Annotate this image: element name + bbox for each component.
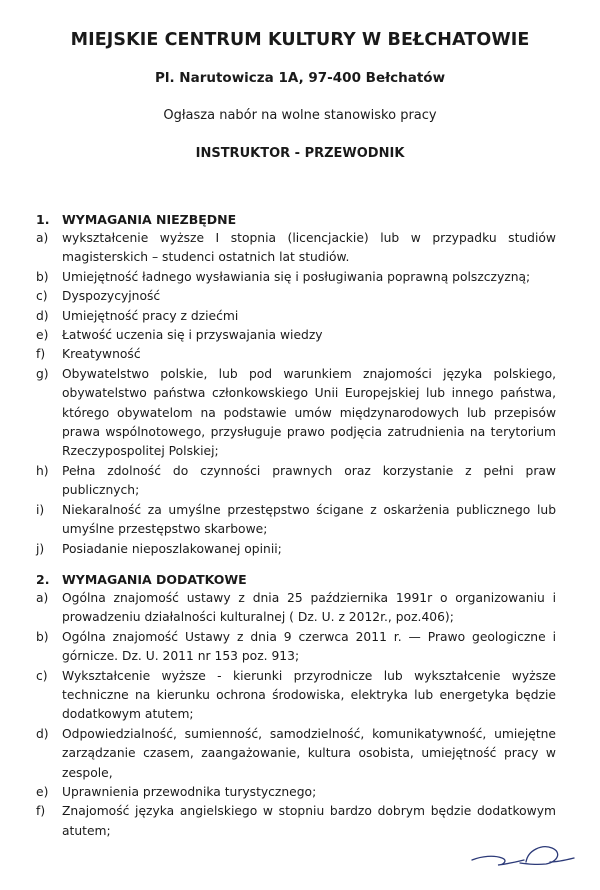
section-required (36, 210, 556, 559)
list-item (36, 802, 556, 841)
section-number: 1. (36, 212, 50, 227)
item-text: Łatwość uczenia się i przyswajania wiedzy (62, 328, 323, 343)
item-text: Umiejętność pracy z dziećmi (62, 308, 239, 323)
item-label: e) (36, 785, 49, 800)
item-label: i) (36, 502, 45, 517)
announcement-line: Ogłasza nabór na wolne stanowisko pracy (163, 108, 437, 123)
institution-title: MIEJSKIE CENTRUM KULTURY W BEŁCHATOWIE (70, 30, 530, 50)
item-label: h) (36, 463, 49, 478)
section-title: WYMAGANIA DODATKOWE (62, 572, 247, 587)
item-text: Odpowiedzialność, sumienność, samodzielność, komunikatywność, umiejętne zarządzanie czasem, zaangażowanie, kultura osobista, umiejętność pracy w zespole, (62, 726, 556, 780)
item-text: wykształcenie wyższe I stopnia (licencjackie) lub w przypadku studiów magisterskich – studenci ostatnich lat studiów. (62, 231, 556, 265)
section-additional (36, 570, 556, 841)
section-number: 2. (36, 572, 50, 587)
item-label: c) (36, 668, 48, 683)
item-text: Niekaralność za umyślne przestępstwo ścigane z oskarżenia publicznego lub umyślne przestępstwo skarbowe; (62, 502, 556, 537)
list-item (36, 229, 556, 268)
item-label: b) (36, 269, 49, 284)
signature-scribble (468, 838, 578, 872)
item-label: d) (36, 308, 49, 323)
item-label: c) (36, 289, 48, 304)
item-text: Znajomość języka angielskiego w stopniu bardzo dobrym będzie dodatkowym atutem; (62, 804, 556, 838)
list-item (36, 725, 556, 783)
list-item (36, 287, 556, 306)
item-label: f) (36, 804, 46, 819)
section-title: WYMAGANIA NIEZBĘDNE (62, 212, 237, 227)
item-text: Umiejętność ładnego wysławiania się i posługiwania poprawną polszczyzną; (62, 269, 531, 284)
list-item (36, 326, 556, 345)
item-text: Uprawnienia przewodnika turystycznego; (62, 785, 317, 800)
list-item (36, 345, 556, 364)
list-item (36, 783, 556, 802)
item-text: Posiadanie nieposzlakowanej opinii; (62, 541, 282, 556)
item-text: Obywatelstwo polskie, lub pod warunkiem znajomości języka polskiego, obywatelstwo państwa członkowskiego Unii Europejskiej lub innego państwa, którego obywatelom na podstawie umów międzynarodowych lub przepisów prawa wspólnotowego, przysługuje prawo podjęcia zatrudnienia na terytorium Rzeczypospolitej Polskiej; (62, 366, 556, 459)
item-label: d) (36, 726, 49, 741)
item-label: a) (36, 231, 49, 245)
item-label: e) (36, 328, 49, 343)
item-text: Kreatywność (62, 347, 141, 362)
item-text: Ogólna znajomość ustawy z dnia 25 października 1991r o organizowaniu i prowadzeniu działalności kulturalnej ( Dz. U. z 2012r., poz.406); (62, 591, 556, 625)
list-item (36, 268, 556, 287)
list-item (36, 462, 556, 501)
item-label: f) (36, 347, 46, 362)
list-item (36, 540, 556, 559)
list-item (36, 307, 556, 326)
item-label: j) (36, 541, 45, 556)
item-label: b) (36, 629, 49, 644)
list-item (36, 589, 556, 628)
position-title: INSTRUKTOR - PRZEWODNIK (195, 146, 405, 161)
item-text: Wykształcenie wyższe - kierunki przyrodnicze lub wykształcenie wyższe techniczne na kierunku ochrona środowiska, elektryka lub energetyka będzie dodatkowym atutem; (62, 668, 556, 722)
item-text: Pełna zdolność do czynności prawnych oraz korzystanie z pełni praw publicznych; (62, 463, 556, 498)
list-item (36, 667, 556, 725)
institution-address: Pl. Narutowicza 1A, 97-400 Bełchatów (154, 70, 446, 86)
list-item (36, 501, 556, 540)
section-heading (36, 210, 556, 229)
item-text: Ogólna znajomość Ustawy z dnia 9 czerwca 2011 r. — Prawo geologiczne i górnicze. Dz. U. 2011 nr 153 poz. 913; (62, 629, 556, 664)
item-text: Dyspozycyjność (62, 289, 161, 304)
list-item (36, 628, 556, 667)
section-heading (36, 570, 556, 589)
item-label: a) (36, 591, 49, 605)
item-label: g) (36, 366, 49, 381)
list-item (36, 365, 556, 462)
